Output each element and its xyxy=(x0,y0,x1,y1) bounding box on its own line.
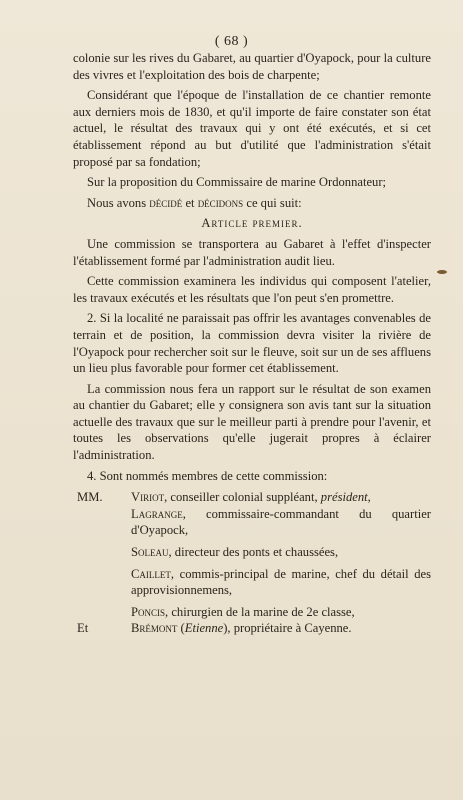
ink-spot xyxy=(437,270,447,274)
decision-and: et xyxy=(185,195,195,210)
decision-word-decide: décidé xyxy=(149,195,183,210)
member-name: Brémont xyxy=(131,621,178,636)
paragraph-commission-transport: Une commission se transportera au Gabaret à l'effet d'inspecter l'établissement formé par l'administration audit lieu. xyxy=(73,236,431,268)
paragraph-proposal: Sur la proposition du Commissaire de marine Ordonnateur; xyxy=(87,175,387,190)
paragraph-report: La commission nous fera un rapport sur le résultat de son examen au chantier du Gabaret; elle y consignera son avis tant sur la situation actuelle des travaux que sur le meilleur parti à prendre pour l'avenir, et toutes les observations qu'elle jugerait propres à éclairer l'administration. xyxy=(73,381,431,463)
member-name: Poncis xyxy=(131,604,166,619)
member-prefix-mm: MM. xyxy=(77,490,103,505)
member-prefix-et: Et xyxy=(77,621,89,636)
decision-tail: ce qui suit: xyxy=(246,195,302,210)
member-bremont xyxy=(73,620,431,637)
member-paren-close: ), xyxy=(223,621,231,636)
member-name: Caillet xyxy=(131,566,171,581)
body-text xyxy=(73,50,431,637)
member-role: , commis-principal de marine, chef du détail des approvisionnemens, xyxy=(131,566,431,598)
member-lagrange xyxy=(73,506,431,539)
member-role: , chirurgien de la marine de 2e classe, xyxy=(165,604,355,619)
page-number: ( 68 ) xyxy=(214,34,249,49)
member-list xyxy=(73,489,431,637)
member-role: propriétaire à Cayenne. xyxy=(230,621,352,636)
member-soleau xyxy=(73,544,431,561)
member-name: Lagrange xyxy=(131,506,183,521)
article-heading: Article premier. xyxy=(201,216,303,231)
member-caillet xyxy=(73,566,431,599)
member-role: , directeur des ponts et chaussées, xyxy=(168,545,339,560)
member-name: Soleau xyxy=(131,545,169,560)
member-role: , conseiller colonial suppléant, xyxy=(164,490,318,505)
decision-lead: Nous avons xyxy=(87,195,147,210)
member-role: , commissaire-commandant du quartier d'Oyapock, xyxy=(131,506,431,538)
paragraph-continuation: colonie sur les rives du Gabaret, au quartier d'Oyapock, pour la culture des vivres et l'exploitation des bois de charpente; xyxy=(73,51,431,82)
paragraph-article-2: 2. Si la localité ne paraissait pas offrir les avantages convenables de terrain et de position, la commission devra visiter la rivière de l'Oyapock pour rechercher soit sur le fleuve, soit sur un de ses affluens un lieu plus favorable pour former cet établissement. xyxy=(73,311,431,376)
member-viriot xyxy=(73,489,431,506)
member-name: Viriot xyxy=(131,490,165,505)
member-poncis xyxy=(73,604,431,621)
member-paren-open: ( xyxy=(177,621,185,636)
paragraph-commission-examine: Cette commission examinera les individus qui composent l'atelier, les travaux exécutés et les résultats que l'on peut s'en promettre. xyxy=(73,274,431,305)
member-given-name: Etienne xyxy=(184,621,224,636)
member-title: président, xyxy=(320,490,371,505)
paragraph-article-4: 4. Sont nommés membres de cette commission: xyxy=(87,468,328,483)
paragraph-decision xyxy=(73,195,431,212)
paragraph-considering: Considérant que l'époque de l'installation de ce chantier remonte aux derniers mois de 1830, et qu'il importe de faire constater son état actuel, le résultat des travaux qui y ont été exécutés, et si cet établissement répond au but d'utilité que l'administration s'était proposé par sa fondation; xyxy=(73,88,431,169)
decision-word-decidons: décidons xyxy=(197,195,244,210)
